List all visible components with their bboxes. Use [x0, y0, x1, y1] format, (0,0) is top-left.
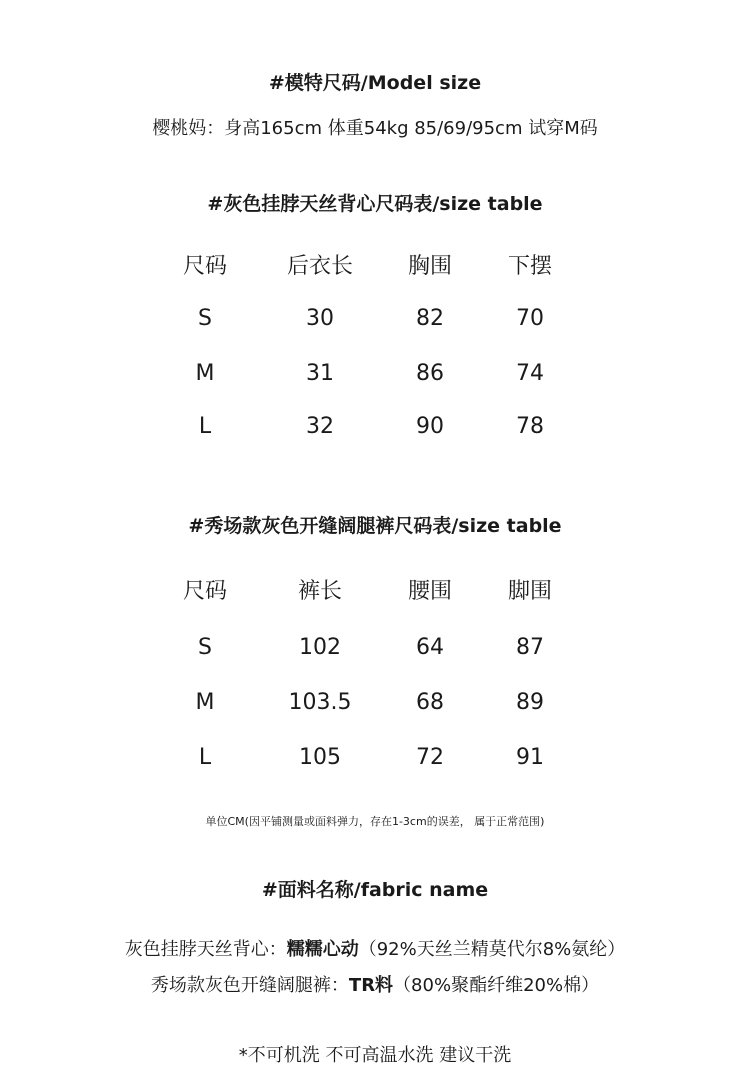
table-row [0, 302, 750, 336]
table-cell: 89 [516, 690, 544, 715]
table-cell: 31 [306, 361, 334, 386]
table-cell: M [195, 690, 215, 715]
table-cell: 102 [299, 635, 341, 660]
fabric-pants-name: TR料 [348, 975, 394, 996]
fabric-vest-name: 糯糯心动 [286, 939, 359, 960]
table-cell: S [198, 306, 212, 331]
pants-table-title: #秀场款灰色开缝阔腿裤尺码表/size table [188, 515, 562, 537]
table-header-row [0, 250, 750, 284]
care-instructions: *不可机洗 不可高温水洗 建议干洗 [238, 1045, 512, 1066]
fabric-vest-line [0, 935, 750, 961]
table-cell: 70 [516, 306, 544, 331]
header-cell: 胸围 [407, 254, 452, 279]
table-cell: 74 [516, 361, 544, 386]
table-cell: 91 [516, 745, 544, 770]
header-cell: 腰围 [407, 579, 452, 604]
fabric-vest-desc: （92%天丝兰精莫代尔8%氨纶） [358, 939, 626, 960]
table-cell: 105 [299, 745, 341, 770]
header-cell: 尺码 [182, 579, 227, 604]
vest-table-title: #灰色挂脖天丝背心尺码表/size table [207, 193, 543, 215]
table-cell: 87 [516, 635, 544, 660]
table-cell: 30 [306, 306, 334, 331]
table-cell: 64 [416, 635, 444, 660]
fabric-title: #面料名称/fabric name [261, 879, 489, 901]
table-cell: 72 [416, 745, 444, 770]
table-cell: 82 [416, 306, 444, 331]
fabric-pants-desc: （80%聚酯纤维20%棉） [393, 975, 600, 996]
table-cell: S [198, 635, 212, 660]
model-size-title: #模特尺码/Model size [268, 72, 482, 94]
table-header-row [0, 575, 750, 609]
fabric-pants-label: 秀场款灰色开缝阔腿裤： [150, 975, 349, 996]
table-row [0, 410, 750, 444]
table-cell: 68 [416, 690, 444, 715]
header-cell: 尺码 [182, 254, 227, 279]
table-row [0, 631, 750, 665]
table-cell: 78 [516, 414, 544, 439]
table-cell: 90 [416, 414, 444, 439]
table-cell: 103.5 [288, 690, 352, 715]
fabric-pants-line [0, 971, 750, 997]
table-row [0, 741, 750, 775]
model-info: 樱桃妈：身高165cm 体重54kg 85/69/95cm 试穿M码 [152, 118, 598, 139]
table-cell: L [198, 745, 212, 770]
table-row [0, 686, 750, 720]
table-cell: 32 [306, 414, 334, 439]
table-cell: L [198, 414, 212, 439]
fabric-vest-label: 灰色挂脖天丝背心： [124, 939, 287, 960]
table-cell: M [195, 361, 215, 386]
header-cell: 下摆 [507, 254, 552, 279]
header-cell: 裤长 [297, 579, 342, 604]
header-cell: 后衣长 [286, 254, 353, 279]
measurement-note: 单位CM(因平铺测量或面料弹力，存在1-3cm的误差， 属于正常范围) [205, 815, 545, 828]
header-cell: 脚围 [507, 579, 552, 604]
table-row [0, 357, 750, 391]
table-cell: 86 [416, 361, 444, 386]
